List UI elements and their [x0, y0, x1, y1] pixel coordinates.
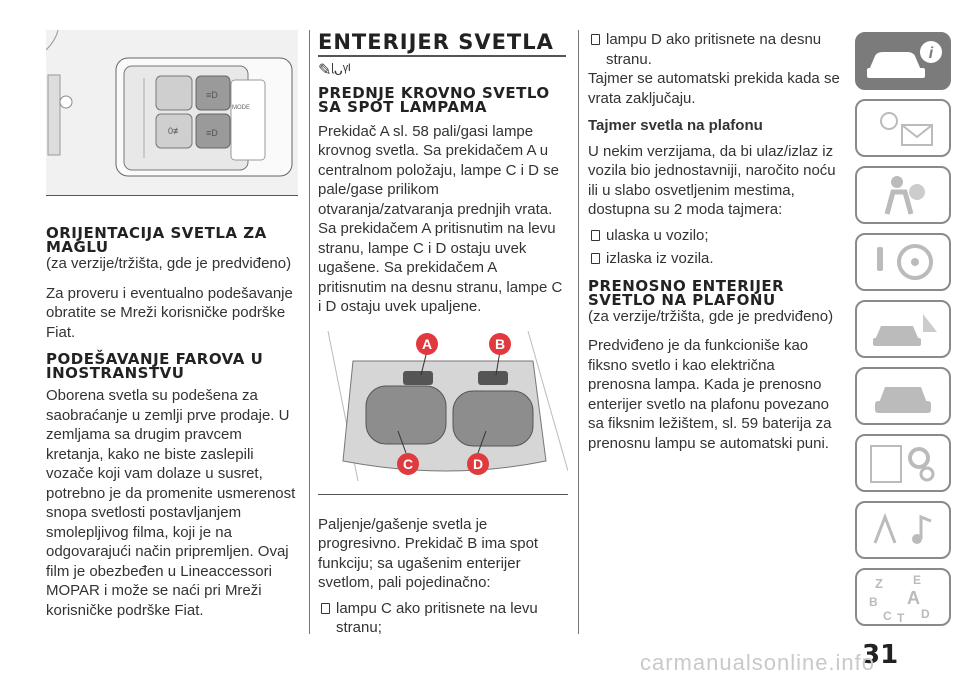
callout-d-label: D [472, 455, 484, 472]
bullet-lamp-c: lampu C ako pritisnete na levu stranu; [318, 599, 568, 638]
timer-cancel-text: Tajmer se automatski prekida kada se vrata zaključaju. [588, 70, 840, 107]
tab-driving[interactable] [855, 233, 951, 291]
progressive-text: Paljenje/gašenje svetla je progresivno. Prekidač B ima spot funkciju; sa ugašenim enterijer svetlom, pali pojedinačno: [318, 515, 539, 591]
column-divider-1 [309, 30, 310, 634]
bullet-exit: izlaska iz vozila. [588, 249, 840, 269]
section-title: ENTERIJER SVETLA [318, 30, 554, 54]
figure-57 [46, 30, 298, 196]
fog-note: (za verzije/tržišta, gde je predviđeno) [46, 255, 292, 272]
car-info-icon [857, 34, 949, 88]
maintenance-gear-icon [857, 436, 949, 490]
index-letter-b: B [869, 595, 878, 609]
alphabet-index-icon [857, 570, 949, 624]
front-light-text: Prekidač A sl. 58 pali/gasi lampe krovnog svetla. Sa prekidačem A u centralnom položaju, lampe C i D se pale/gase prilikom otvaranja/zatvaranja prednjih vrata. Sa prekidačem A pritisnutim na levu stranu, lampe C i D ostaju uvek ugašene. Sa prekidačem A pritisnutim na desnu stranu, lampe C i D ostaju uvek upaljene. [318, 122, 563, 315]
callout-b [489, 333, 511, 355]
car-crash-icon [857, 302, 949, 356]
heading-portable-light: PRENOSNO ENTERIJER SVETLO NA PLAFONU [588, 276, 785, 309]
car-front-icon [857, 369, 949, 423]
section-title-underline [318, 55, 566, 57]
tab-emergency[interactable] [855, 300, 951, 358]
tab-lights-warnings[interactable] [855, 99, 951, 157]
multimedia-music-icon [857, 503, 949, 557]
callout-a [416, 333, 438, 355]
heading-fog-lights: ORIJENTACIJA SVETLA ZA MAGLU [46, 224, 267, 256]
index-letter-a: A [907, 588, 920, 608]
switch-panel-illustration [46, 30, 298, 195]
figure-58 [318, 331, 568, 495]
steering-wheel-icon [857, 235, 949, 289]
heading-headlamp-abroad: PODEŠAVANJE FAROVA U INOSTRANSTVU [46, 350, 264, 382]
callout-c-label: C [402, 455, 414, 472]
portable-text: Predviđeno je da funkcioniše kao fiksno svetlo i kao električna prenosna lampa. Kada je prenosno enterijer svetlo na plafonu povezano sa fiksnim ležištem, sl. 59 baterija za prenosnu lampu se automatski puni. [588, 337, 832, 452]
lights-warning-icon [857, 101, 949, 155]
bullet-entry: ulaska u vozilo; [588, 226, 840, 246]
index-letter-e: E [913, 573, 922, 587]
headlamp-text: Oborena svetla su podešena za saobraćanje u zemlji prve prodaje. U zemljama sa drugim pravcem kretanja, kako ne biste zaslepili vozače koji vam dolaze u susret, potrebno je da promenite usmerenost snopa svetlosti postavljanjem smolepljivog filma, koji je na odgovarajući način pripremljen. Ovaj film je obezbeđen u Lineaccessori MOPAR i može se naći pri Mreži korisničke podrške Fiat. [46, 387, 296, 619]
column-2 [318, 30, 568, 638]
airbag-person-icon [857, 168, 949, 222]
svg-text:0≢: 0≢ [168, 126, 183, 136]
watermark: carmanualsonline.info [640, 650, 876, 675]
tab-multimedia[interactable] [855, 501, 951, 559]
lamp-symbol-icon: ✎ᶩᴗᵞᴵ [318, 61, 351, 79]
tab-car-info[interactable] [855, 32, 951, 90]
callout-d [467, 453, 489, 475]
page-number: 31 [862, 640, 899, 670]
tab-index[interactable] [855, 568, 951, 626]
mode-label: MODE [232, 105, 250, 111]
column-divider-2 [578, 30, 579, 634]
svg-text:i: i [928, 45, 934, 62]
svg-text:≡D: ≡D [206, 90, 218, 100]
callout-a-label: A [421, 335, 433, 352]
ceiling-light-illustration [318, 331, 568, 494]
svg-text:≡D: ≡D [206, 128, 218, 138]
fog-text: Za proveru i eventualno podešavanje obratite se Mreži korisničke podrške Fiat. [46, 284, 293, 341]
tab-car-front[interactable] [855, 367, 951, 425]
index-letter-z: Z [875, 576, 883, 591]
tab-maintenance[interactable] [855, 434, 951, 492]
bullet-lamp-d: lampu D ako pritisnete na desnu stranu. [588, 30, 840, 69]
index-letter-d: D [921, 607, 930, 621]
portable-note: (za verzije/tržišta, gde je predviđeno) [588, 307, 834, 325]
heading-timer: Tajmer svetla na plafonu [588, 117, 763, 134]
index-letter-c: C [883, 609, 892, 623]
callout-b-label: B [494, 335, 506, 352]
column-3 [588, 30, 840, 453]
tab-safety[interactable] [855, 166, 951, 224]
timer-description: U nekim verzijama, da bi ulaz/izlaz iz vozila bio jednostavniji, naročito noću ili u slabo osvetljenim mestima, dostupna su 2 moda tajmera: [588, 142, 836, 218]
heading-front-ceiling-light: PREDNJE KROVNO SVETLO SA SPOT LAMPAMA [318, 83, 550, 116]
index-letter-t: T [897, 611, 905, 624]
callout-c [397, 453, 419, 475]
